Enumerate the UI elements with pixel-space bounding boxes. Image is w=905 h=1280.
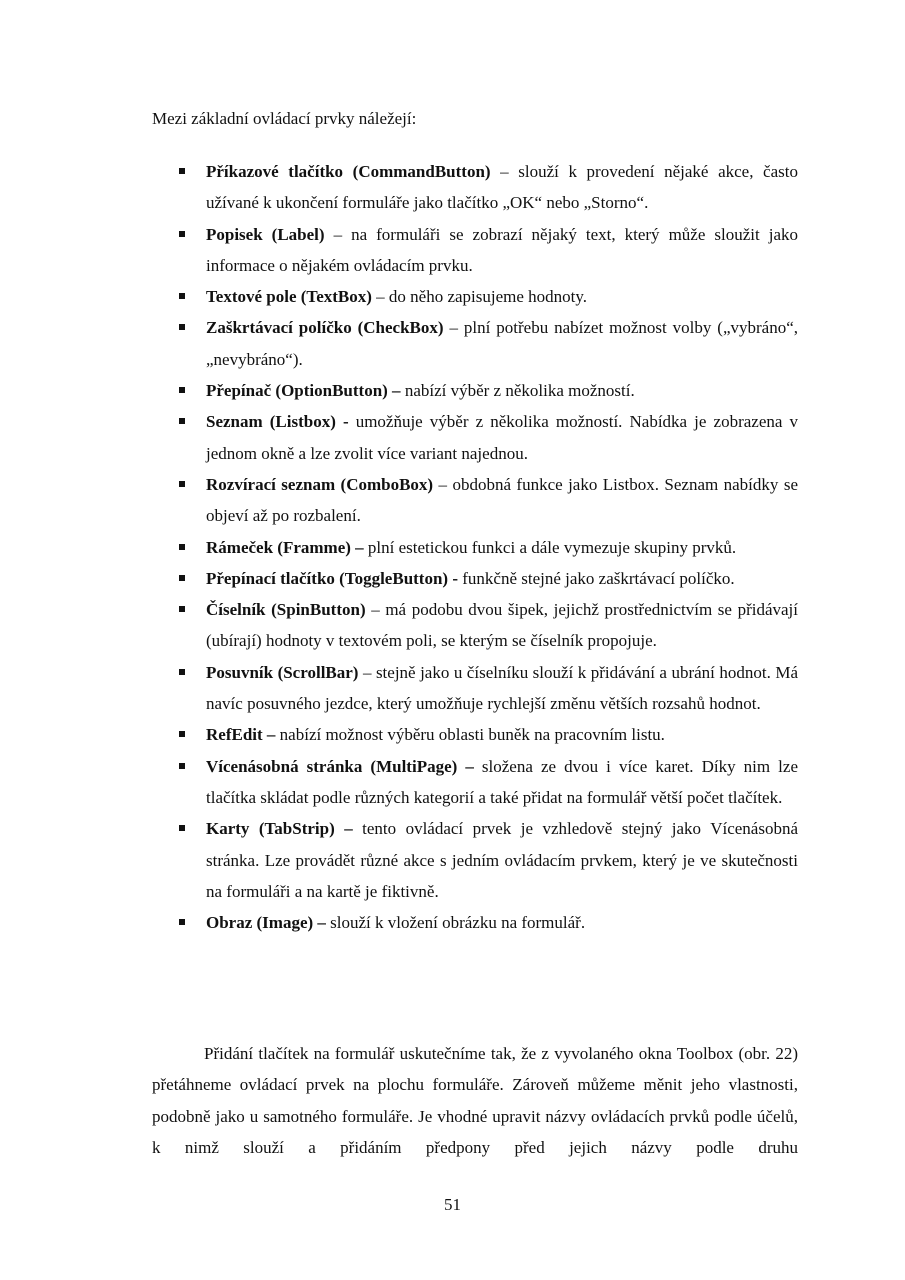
item-description: nabízí možnost výběru oblasti buněk na pracovním listu.	[275, 725, 665, 745]
item-term: Textové pole (TextBox)	[206, 287, 372, 307]
body-paragraph: Přidání tlačítek na formulář uskutečníme tak, že z vyvolaného okna Toolbox (obr. 22) přetáhneme ovládací prvek na plochu formuláře. Zároveň můžeme měnit jeho vlastnosti, podobně jako u samotného formuláře. Je vhodné upravit názvy ovládacích prvků podle účelů, k nimž slouží a přidáním předpony před jejich názvy podle druhu	[152, 1044, 798, 1157]
bullet-icon	[179, 481, 185, 487]
item-term: Zaškrtávací políčko (CheckBox)	[206, 318, 444, 338]
item-term: Vícenásobná stránka (MultiPage) –	[206, 756, 474, 776]
bullet-icon	[179, 919, 185, 925]
bullet-icon	[179, 324, 185, 330]
bullet-icon	[179, 606, 185, 612]
item-description: – slouží k provedení nějaké akce, často užívané k ukončení formuláře jako tlačítko „OK“ nebo „Storno“.	[206, 162, 798, 213]
item-description: slouží k vložení obrázku na formulář.	[325, 913, 586, 933]
item-description: plní estetickou funkci a dále vymezuje skupiny prvků.	[363, 537, 737, 557]
intro-text: Mezi základní ovládací prvky náležejí:	[152, 109, 417, 128]
item-term: Číselník (SpinButton)	[206, 600, 366, 620]
list-item	[178, 907, 798, 938]
list-item	[178, 594, 798, 657]
item-term: Příkazové tlačítko (CommandButton)	[206, 162, 491, 181]
item-term: Přepínač (OptionButton) –	[206, 381, 401, 401]
item-description: – má podobu dvou šipek, jejichž prostřednictvím se přidávají (ubírají) hodnoty v textovém poli, se kterým se číselník propojuje.	[206, 600, 799, 651]
list-item	[178, 156, 798, 219]
item-term: Karty (TabStrip) –	[206, 819, 353, 839]
list-item	[178, 813, 798, 907]
page-number: 51	[444, 1195, 461, 1214]
item-term: Posuvník (ScrollBar)	[206, 662, 359, 682]
bullet-icon	[179, 825, 185, 831]
bullet-icon	[179, 763, 185, 769]
bullet-icon	[179, 293, 185, 299]
bullet-icon	[179, 168, 185, 174]
item-term: Rámeček (Framme) –	[206, 537, 364, 557]
control-list	[178, 156, 798, 938]
item-description: nabízí výběr z několika možností.	[400, 381, 635, 401]
item-term: Obraz (Image) –	[206, 913, 326, 933]
list-item	[178, 406, 798, 469]
item-description: funkčně stejné jako zaškrtávací políčko.	[458, 568, 735, 588]
item-description: tento ovládací prvek je vzhledově stejný jako Vícenásobná stránka. Lze provádět různé akce s jedním ovládacím prvkem, který je ve skutečnosti na formuláři a na kartě je fiktivně.	[206, 819, 798, 901]
list-item	[178, 312, 798, 375]
list-item	[178, 563, 798, 594]
item-description: – do něho zapisujeme hodnoty.	[371, 287, 588, 307]
list-item	[178, 751, 798, 814]
item-description: složena ze dvou i více karet. Díky nim lze tlačítka skládat podle různých kategorií a také přidat na formulář větší počet tlačítek.	[206, 756, 798, 807]
list-item	[178, 469, 798, 532]
item-description: – plní potřebu nabízet možnost volby („vybráno“, „nevybráno“).	[206, 318, 798, 369]
bullet-icon	[179, 387, 185, 393]
list-item	[178, 219, 798, 282]
bullet-icon	[179, 731, 185, 737]
bullet-icon	[179, 575, 185, 581]
item-term: Přepínací tlačítko (ToggleButton) -	[206, 568, 458, 588]
bullet-icon	[179, 231, 185, 237]
item-description: – obdobná funkce jako Listbox. Seznam nabídky se objeví až po rozbalení.	[206, 474, 798, 526]
item-description: – stejně jako u číselníku slouží k přidávání a ubrání hodnot. Má navíc posuvného jezdce, který umožňuje rychlejší změnu větších rozsahů hodnot.	[206, 662, 798, 714]
item-term: Popisek (Label)	[206, 224, 325, 244]
item-description: – na formuláři se zobrazí nějaký text, který může sloužit jako informace o nějakém ovládacím prvku.	[206, 224, 799, 275]
item-description: umožňuje výběr z několika možností. Nabídka je zobrazena v jednom okně a lze zvolit více variant najednou.	[206, 412, 798, 463]
list-item	[178, 375, 798, 406]
list-item	[178, 281, 798, 312]
bullet-icon	[179, 544, 185, 550]
bullet-icon	[179, 418, 185, 424]
item-term: RefEdit –	[206, 725, 276, 745]
bullet-icon	[179, 669, 185, 675]
list-item	[178, 532, 798, 563]
item-term: Rozvírací seznam (ComboBox)	[206, 474, 434, 494]
list-item	[178, 719, 798, 750]
item-term: Seznam (Listbox) -	[206, 412, 349, 432]
list-item	[178, 657, 798, 720]
